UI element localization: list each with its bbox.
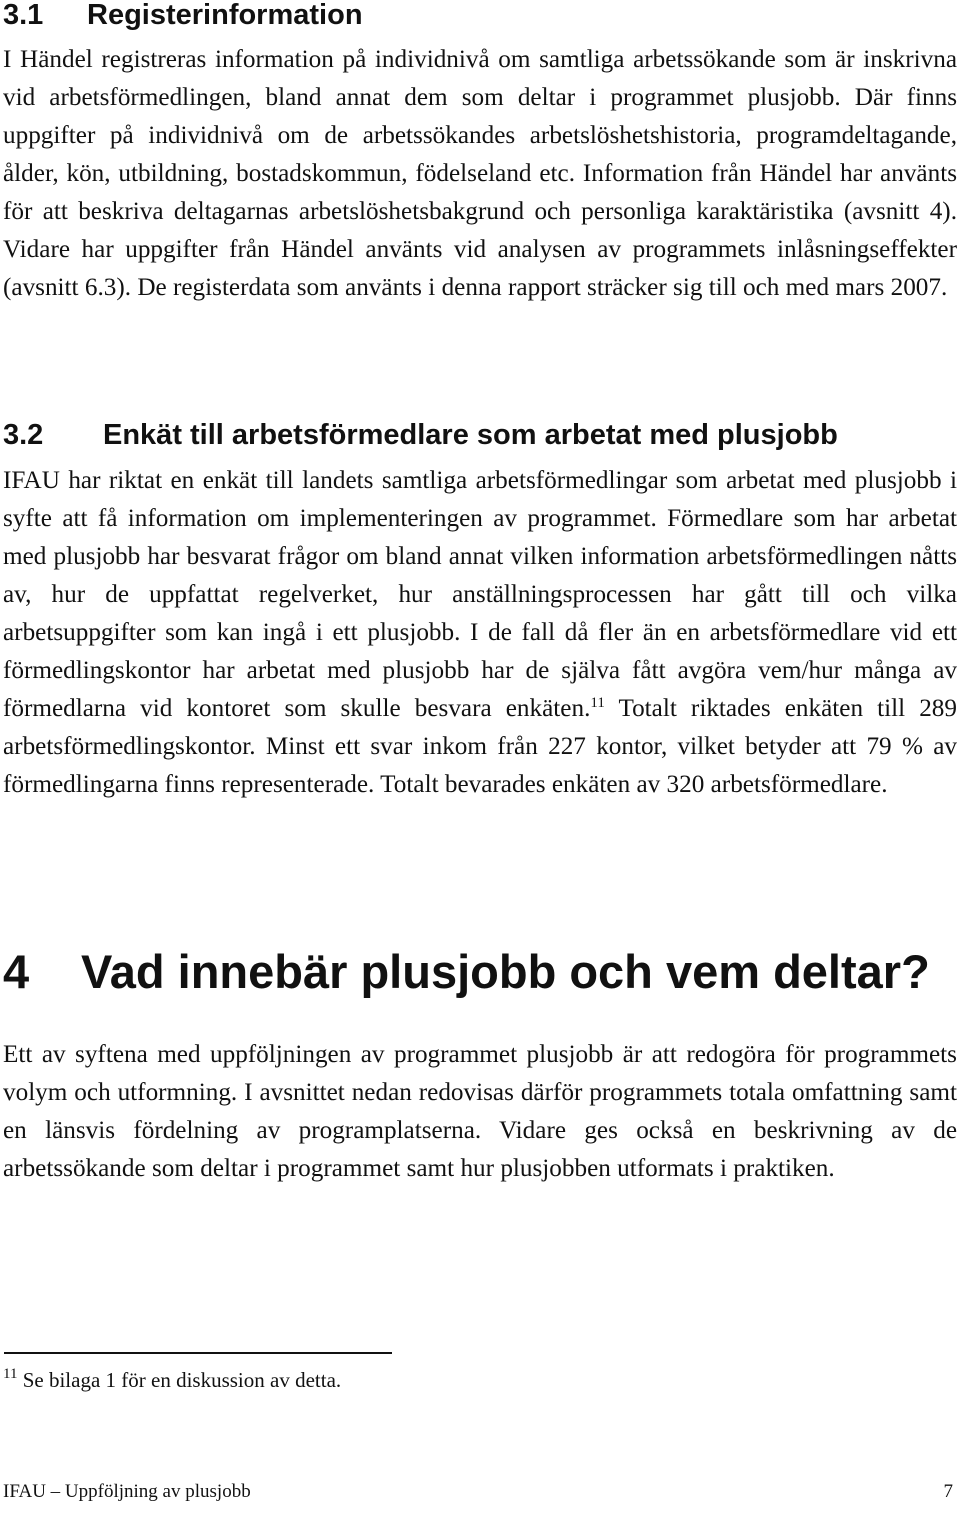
chapter-title: Vad innebär plusjobb och vem deltar?: [81, 945, 930, 998]
footnote-divider: [4, 1352, 392, 1354]
footer-title: IFAU – Uppföljning av plusjobb: [3, 1481, 251, 1502]
footnote-mark: 11: [3, 1366, 18, 1382]
chapter-heading-4: [3, 944, 930, 1000]
page-number: 7: [943, 1481, 953, 1502]
section-heading-3-1: [3, 0, 363, 32]
section-3-2-body: [3, 462, 957, 804]
page-footer: [3, 1479, 953, 1505]
section-heading-3-2: [3, 418, 838, 452]
section-title: Enkät till arbetsförmedlare som arbetat med plusjobb: [103, 419, 838, 451]
section-3-1-body: [3, 41, 957, 307]
paragraph-text: IFAU har riktat en enkät till landets samtliga arbetsförmedlingar som arbetat med plusjobb i syfte att få information om implementeringen av programmet. Förmedlare som har arbetat med plusjobb har besvarat frågor om bland annat vilken information arbetsförmedlingen nåtts av, hur de uppfattat regelverket, hur anställningsprocessen har gått till och vilka arbetsuppgifter som kan ingå i ett plusjobb. I de fall då fler än en arbetsförmedlare vid ett förmedlingskontor har arbetat med plusjobb har de själva fått avgöra vem/hur många av förmedlarna vid kontoret som skulle besvara enkäten.: [3, 467, 957, 722]
paragraph: Ett av syftena med uppföljningen av programmet plusjobb är att redogöra för programmets volym och utformning. I avsnittet nedan redovisas därför programmets totala omfattning samt en länsvis fördelning av programplatserna. Vidare ges också en beskrivning av de arbetssökande som deltar i programmet samt hur plusjobben utformats i praktiken.: [3, 1041, 957, 1182]
chapter-4-body: [3, 1036, 957, 1188]
paragraph: [3, 462, 957, 804]
section-title: Registerinformation: [87, 0, 363, 31]
footnote-reference[interactable]: 11: [590, 695, 605, 711]
footnote: [3, 1366, 341, 1394]
section-number: 3.2: [3, 419, 44, 451]
paragraph: I Händel registreras information på individnivå om samtliga arbetssökande som är inskrivna vid arbetsförmedlingen, bland annat dem som deltar i programmet plusjobb. Där finns uppgifter på individnivå om de arbetssökandes arbetslöshetshistoria, programdeltagande, ålder, kön, utbildning, bostadskommun, födelseland etc. Information från Händel har använts för att beskriva deltagarnas arbetslöshetsbakgrund och personliga karaktäristika (avsnitt 4). Vidare har uppgifter från Händel använts vid analysen av programmets inlåsningseffekter (avsnitt 6.3). De registerdata som använts i denna rapport sträcker sig till och med mars 2007.: [3, 46, 957, 301]
chapter-number: 4: [3, 945, 30, 998]
paragraph-text: Totalt riktades enkäten till 289 arbetsförmedlingskontor. Minst ett svar inkom från 227 kontor, vilket betyder att 79 % av förmedlingarna finns representerade. Totalt bevarades enkäten av 320 arbetsförmedlare.: [3, 695, 957, 798]
footnote-text: Se bilaga 1 för en diskussion av detta.: [17, 1368, 342, 1392]
section-number: 3.1: [3, 0, 44, 31]
